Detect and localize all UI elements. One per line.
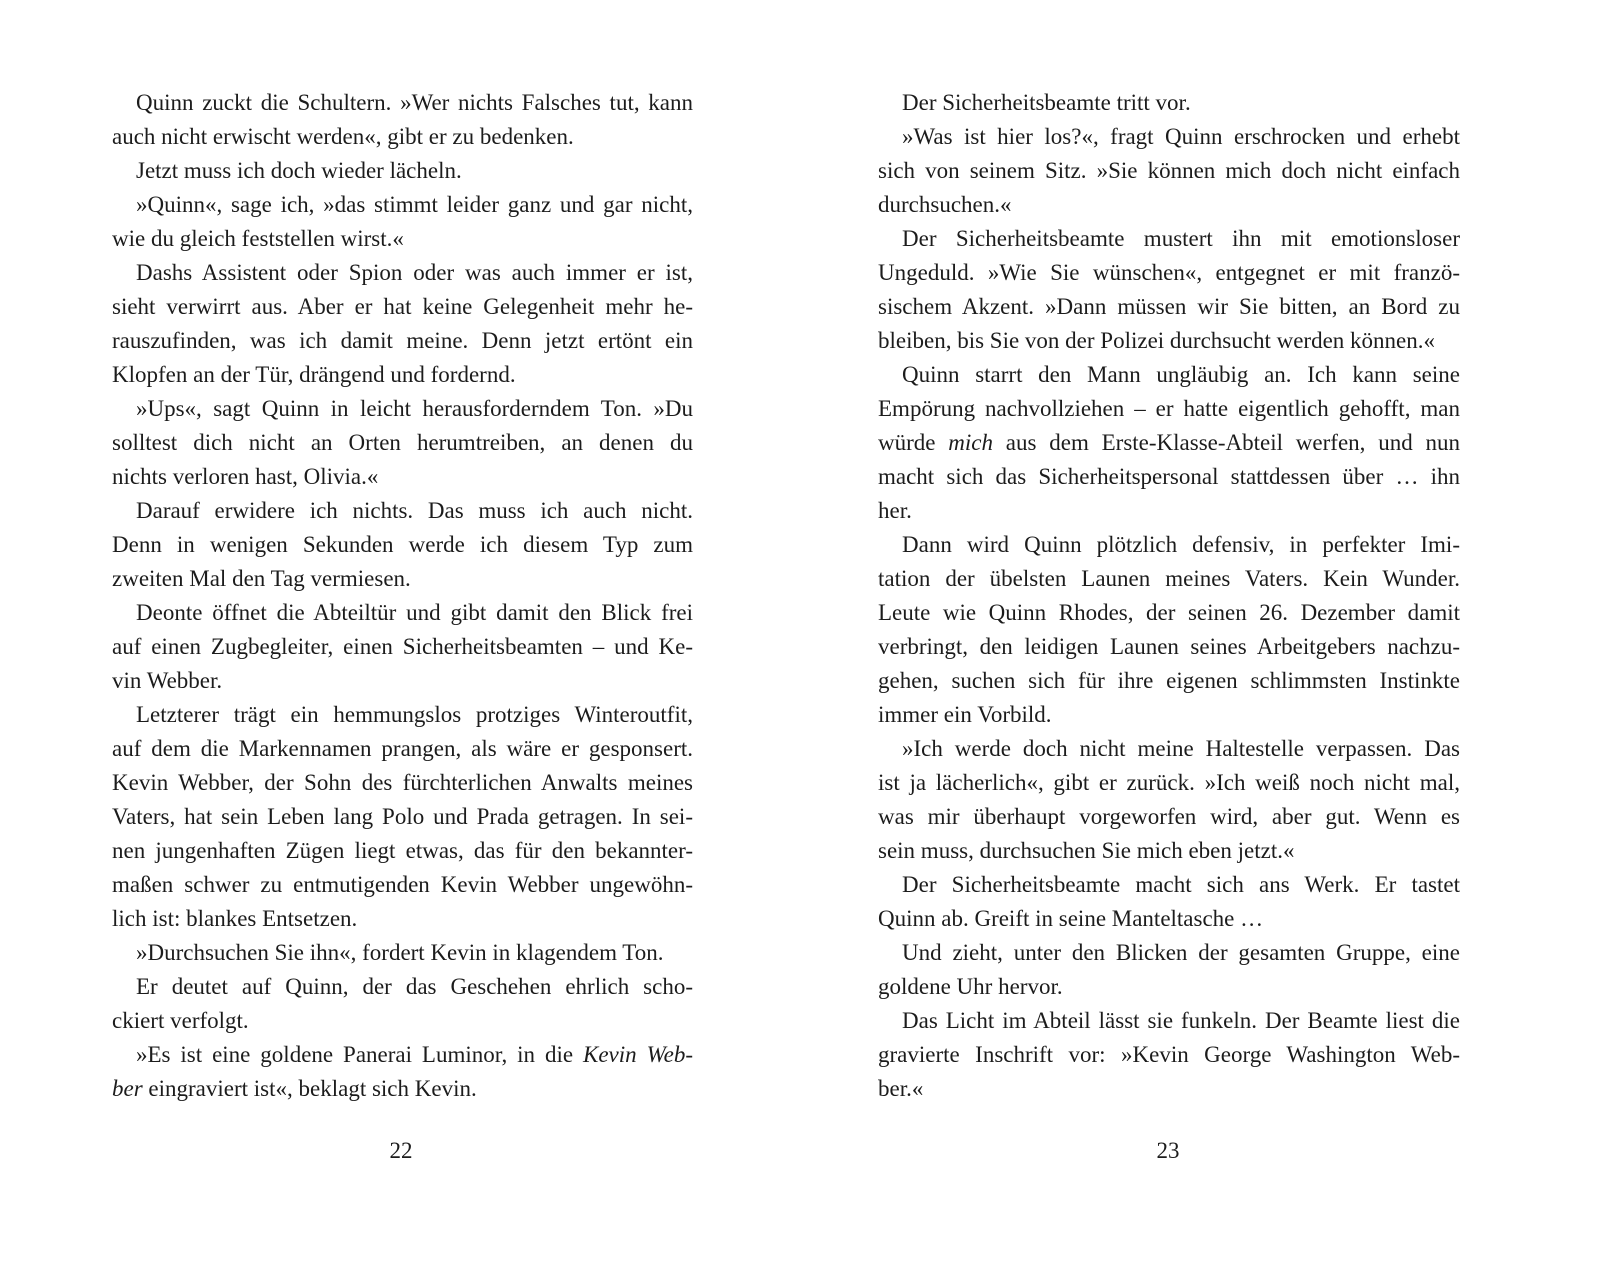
text-fragment: aus dem Erste-Klasse-Abteil werfen, und nun [993, 430, 1460, 455]
text-line: Das Licht im Abteil lässt sie funkeln. Der Beamte liest die [902, 1008, 1460, 1033]
text-line: Kevin Webber, der Sohn des fürchterlichen Anwalts meines [112, 770, 693, 795]
text-line: verbringt, den leidigen Launen seines Arbeitgebers nachzu- [878, 634, 1460, 659]
text-line: Und zieht, unter den Blicken der gesamten Gruppe, eine [902, 940, 1460, 965]
text-line: zweiten Mal den Tag vermiesen. [112, 566, 411, 591]
text-line: rauszufinden, was ich damit meine. Denn jetzt ertönt ein [112, 328, 693, 353]
text-line: solltest dich nicht an Orten herumtreiben, an denen du [112, 430, 693, 455]
text-line: Vaters, hat sein Leben lang Polo und Prada getragen. In sei- [112, 804, 693, 829]
right-page [800, 0, 1600, 1274]
text-line: ist ja lächerlich«, gibt er zurück. »Ich weiß noch nicht mal, [878, 770, 1460, 795]
text-line: ckiert verfolgt. [112, 1008, 249, 1033]
text-line: sieht verwirrt aus. Aber er hat keine Gelegenheit mehr he- [112, 294, 693, 319]
text-line: durchsuchen.« [878, 192, 1012, 217]
text-line: Klopfen an der Tür, drängend und fordernd. [112, 362, 516, 387]
text-line: sich von seinem Sitz. »Sie können mich doch nicht einfach [878, 158, 1460, 183]
text-line: Letzterer trägt ein hemmungslos protziges Winteroutfit, [136, 702, 693, 727]
text-line: Denn in wenigen Sekunden werde ich diesem Typ zum [112, 532, 693, 557]
text-fragment: »Es ist eine goldene Panerai Luminor, in die [136, 1042, 583, 1067]
page-number-value: 22 [389, 1138, 413, 1163]
emphasized-text: Kevin Web- [583, 1042, 693, 1067]
text-line: sein muss, durchsuchen Sie mich eben jetzt.« [878, 838, 1295, 863]
text-line: was mir überhaupt vorgeworfen wird, aber gut. Wenn es [878, 804, 1460, 829]
text-line: tation der übelsten Launen meines Vaters. Kein Wunder. [878, 566, 1460, 591]
page-number [0, 1134, 800, 1168]
text-line [878, 426, 1460, 460]
text-line: gehen, suchen sich für ihre eigenen schlimmsten Instinkte [878, 668, 1460, 693]
text-fragment: eingraviert ist«, beklagt sich Kevin. [142, 1076, 477, 1101]
text-line: sischem Akzent. »Dann müssen wir Sie bitten, an Bord zu [878, 294, 1460, 319]
text-line: auf einen Zugbegleiter, einen Sicherheitsbeamten – und Ke- [112, 634, 693, 659]
text-line: immer ein Vorbild. [878, 702, 1052, 727]
text-line: »Ups«, sagt Quinn in leicht herausforderndem Ton. »Du [136, 396, 693, 421]
text-line: gravierte Inschrift vor: »Kevin George Washington Web- [878, 1042, 1460, 1067]
right-page-text [878, 86, 1460, 1106]
text-line: nen jungenhaften Zügen liegt etwas, das für den bekannter- [112, 838, 693, 863]
text-line: »Was ist hier los?«, fragt Quinn erschrocken und erhebt [902, 124, 1460, 149]
text-line: Der Sicherheitsbeamte macht sich ans Werk. Er tastet [902, 872, 1460, 897]
text-line: Der Sicherheitsbeamte mustert ihn mit emotionsloser [902, 226, 1460, 251]
text-line: Deonte öffnet die Abteiltür und gibt damit den Blick frei [136, 600, 693, 625]
text-line: Quinn starrt den Mann ungläubig an. Ich kann seine [902, 362, 1460, 387]
page-number-value: 23 [1156, 1138, 1180, 1163]
text-fragment: würde [878, 430, 949, 455]
text-line: »Durchsuchen Sie ihn«, fordert Kevin in klagendem Ton. [136, 940, 664, 965]
text-line: goldene Uhr hervor. [878, 974, 1063, 999]
left-page-text [112, 86, 693, 1106]
text-line: maßen schwer zu entmutigenden Kevin Webber ungewöhn- [112, 872, 693, 897]
text-line: macht sich das Sicherheitspersonal stattdessen über … ihn [878, 464, 1460, 489]
text-line: Der Sicherheitsbeamte tritt vor. [902, 90, 1191, 115]
text-line: nichts verloren hast, Olivia.« [112, 464, 379, 489]
text-line: »Ich werde doch nicht meine Haltestelle verpassen. Das [902, 736, 1460, 761]
text-line: Darauf erwidere ich nichts. Das muss ich auch nicht. [136, 498, 693, 523]
text-line: Leute wie Quinn Rhodes, der seinen 26. Dezember damit [878, 600, 1460, 625]
text-line: her. [878, 498, 912, 523]
text-line: ber.« [878, 1076, 924, 1101]
text-line: »Quinn«, sage ich, »das stimmt leider ganz und gar nicht, [136, 192, 693, 217]
emphasized-text: mich [948, 430, 993, 455]
text-line: wie du gleich feststellen wirst.« [112, 226, 404, 251]
text-line: Dashs Assistent oder Spion oder was auch immer er ist, [136, 260, 693, 285]
text-line: Jetzt muss ich doch wieder lächeln. [136, 158, 462, 183]
text-line: Ungeduld. »Wie Sie wünschen«, entgegnet er mit franzö- [878, 260, 1460, 285]
text-line: auf dem die Markennamen prangen, als wäre er gesponsert. [112, 736, 693, 761]
text-line: Empörung nachvollziehen – er hatte eigentlich gehofft, man [878, 396, 1460, 421]
text-line [112, 1072, 693, 1106]
text-line: Quinn ab. Greift in seine Manteltasche … [878, 906, 1264, 931]
emphasized-text: ber [112, 1076, 143, 1101]
text-line: Quinn zuckt die Schultern. »Wer nichts Falsches tut, kann [136, 90, 693, 115]
text-line: Dann wird Quinn plötzlich defensiv, in perfekter Imi- [902, 532, 1460, 557]
text-line: vin Webber. [112, 668, 223, 693]
text-line: Er deutet auf Quinn, der das Geschehen ehrlich scho- [136, 974, 693, 999]
page-number [800, 1134, 1600, 1168]
text-line [112, 1038, 693, 1072]
text-line: lich ist: blankes Entsetzen. [112, 906, 358, 931]
text-line: bleiben, bis Sie von der Polizei durchsucht werden können.« [878, 328, 1435, 353]
text-line: auch nicht erwischt werden«, gibt er zu bedenken. [112, 124, 574, 149]
